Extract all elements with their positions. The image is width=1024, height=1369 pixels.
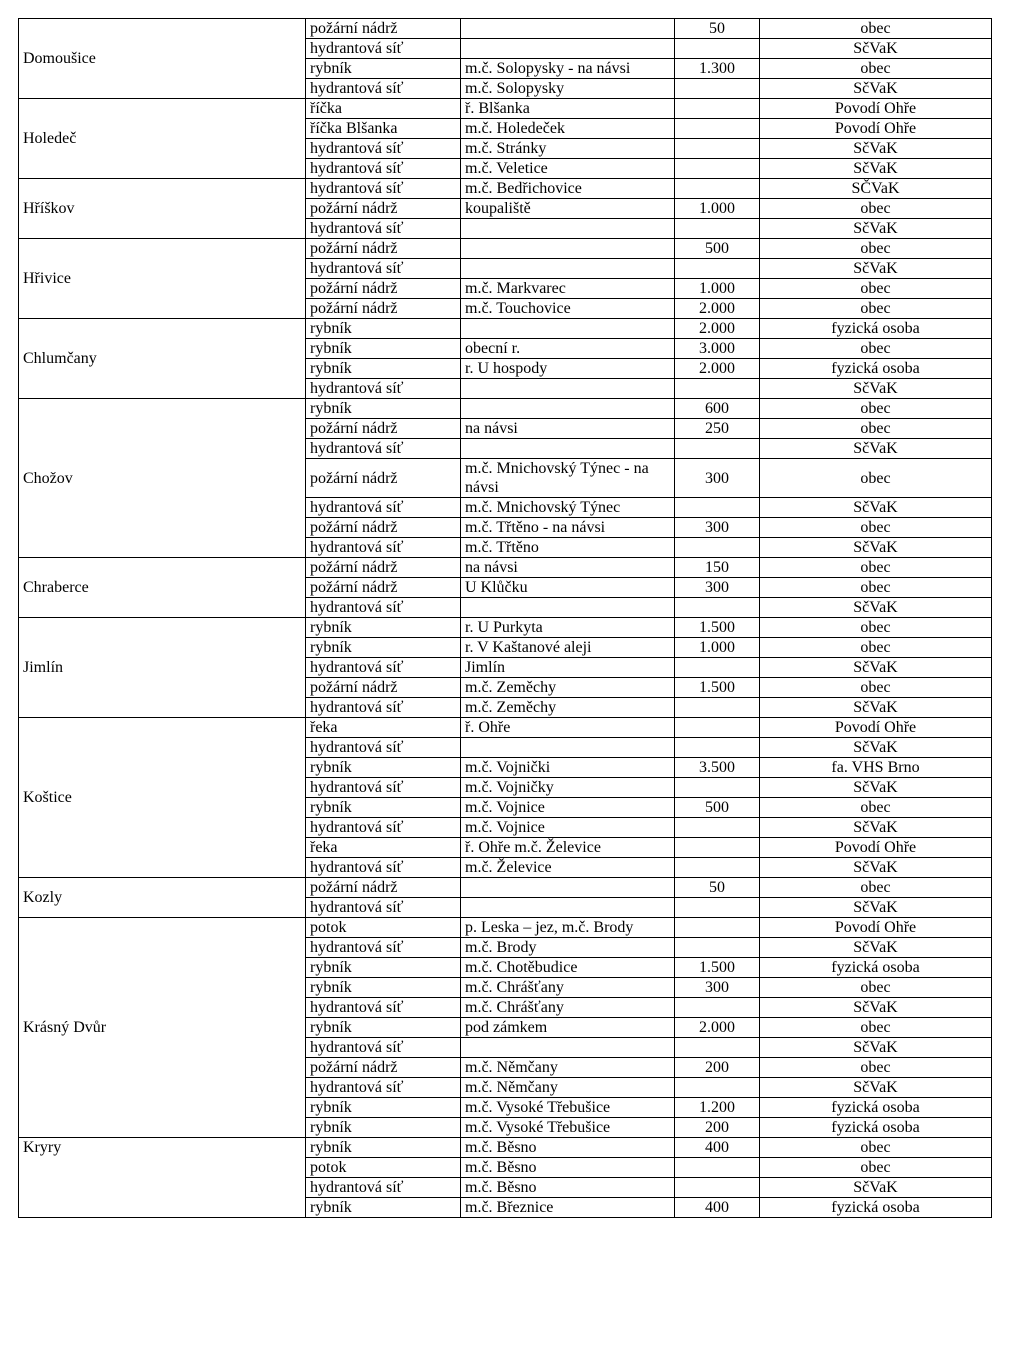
owner-cell: SčVaK bbox=[760, 39, 992, 59]
volume-cell bbox=[675, 778, 760, 798]
table-row bbox=[19, 918, 992, 938]
location-cell bbox=[461, 898, 675, 918]
source-type-cell: požární nádrž bbox=[306, 199, 461, 219]
volume-cell: 300 bbox=[675, 459, 760, 498]
source-type-cell: rybník bbox=[306, 978, 461, 998]
source-type-cell: hydrantová síť bbox=[306, 598, 461, 618]
location-cell: m.č. Brody bbox=[461, 938, 675, 958]
source-type-cell: rybník bbox=[306, 359, 461, 379]
location-cell: m.č. Mnichovský Týnec - na návsi bbox=[461, 459, 675, 498]
location-cell: m.č. Vojnice bbox=[461, 798, 675, 818]
source-type-cell: hydrantová síť bbox=[306, 1038, 461, 1058]
volume-cell: 1.000 bbox=[675, 279, 760, 299]
owner-cell: SčVaK bbox=[760, 219, 992, 239]
source-type-cell: hydrantová síť bbox=[306, 658, 461, 678]
volume-cell bbox=[675, 179, 760, 199]
owner-cell: SčVaK bbox=[760, 379, 992, 399]
owner-cell: obec bbox=[760, 878, 992, 898]
owner-cell: obec bbox=[760, 459, 992, 498]
location-cell: na návsi bbox=[461, 419, 675, 439]
owner-cell: SčVaK bbox=[760, 259, 992, 279]
volume-cell: 1.000 bbox=[675, 199, 760, 219]
volume-cell bbox=[675, 439, 760, 459]
owner-cell: obec bbox=[760, 978, 992, 998]
volume-cell: 3.000 bbox=[675, 339, 760, 359]
table-row bbox=[19, 878, 992, 898]
location-cell: ř. Ohře bbox=[461, 718, 675, 738]
owner-cell: obec bbox=[760, 59, 992, 79]
owner-cell: fyzická osoba bbox=[760, 1098, 992, 1118]
table-body bbox=[19, 19, 992, 1218]
location-cell: p. Leska – jez, m.č. Brody bbox=[461, 918, 675, 938]
source-type-cell: požární nádrž bbox=[306, 578, 461, 598]
location-cell: ř. Ohře m.č. Želevice bbox=[461, 838, 675, 858]
source-type-cell: potok bbox=[306, 1158, 461, 1178]
location-cell: m.č. Solopysky bbox=[461, 79, 675, 99]
volume-cell: 1.500 bbox=[675, 678, 760, 698]
location-cell bbox=[461, 598, 675, 618]
source-type-cell: hydrantová síť bbox=[306, 778, 461, 798]
owner-cell: SčVaK bbox=[760, 598, 992, 618]
volume-cell: 3.500 bbox=[675, 758, 760, 778]
location-cell bbox=[461, 239, 675, 259]
volume-cell bbox=[675, 1178, 760, 1198]
volume-cell bbox=[675, 139, 760, 159]
location-cell: m.č. Bedřichovice bbox=[461, 179, 675, 199]
owner-cell: obec bbox=[760, 279, 992, 299]
source-type-cell: rybník bbox=[306, 1098, 461, 1118]
volume-cell bbox=[675, 79, 760, 99]
source-type-cell: rybník bbox=[306, 339, 461, 359]
location-cell: m.č. Solopysky - na návsi bbox=[461, 59, 675, 79]
volume-cell: 400 bbox=[675, 1198, 760, 1218]
volume-cell: 2.000 bbox=[675, 299, 760, 319]
municipality-cell: Jimlín bbox=[19, 618, 306, 718]
volume-cell bbox=[675, 498, 760, 518]
owner-cell: SčVaK bbox=[760, 938, 992, 958]
location-cell bbox=[461, 878, 675, 898]
source-type-cell: hydrantová síť bbox=[306, 219, 461, 239]
volume-cell bbox=[675, 99, 760, 119]
source-type-cell: požární nádrž bbox=[306, 239, 461, 259]
owner-cell: Povodí Ohře bbox=[760, 99, 992, 119]
source-type-cell: rybník bbox=[306, 1198, 461, 1218]
location-cell: m.č. Němčany bbox=[461, 1058, 675, 1078]
table-row bbox=[19, 718, 992, 738]
volume-cell: 300 bbox=[675, 978, 760, 998]
volume-cell bbox=[675, 898, 760, 918]
owner-cell: obec bbox=[760, 419, 992, 439]
owner-cell: SčVaK bbox=[760, 498, 992, 518]
source-type-cell: požární nádrž bbox=[306, 459, 461, 498]
owner-cell: obec bbox=[760, 19, 992, 39]
volume-cell bbox=[675, 598, 760, 618]
owner-cell: obec bbox=[760, 299, 992, 319]
location-cell: m.č. Běsno bbox=[461, 1178, 675, 1198]
location-cell: m.č. Běsno bbox=[461, 1138, 675, 1158]
owner-cell: Povodí Ohře bbox=[760, 918, 992, 938]
owner-cell: fyzická osoba bbox=[760, 958, 992, 978]
location-cell: r. U hospody bbox=[461, 359, 675, 379]
municipality-cell: Domoušice bbox=[19, 19, 306, 99]
volume-cell: 2.000 bbox=[675, 319, 760, 339]
source-type-cell: hydrantová síť bbox=[306, 159, 461, 179]
source-type-cell: hydrantová síť bbox=[306, 1178, 461, 1198]
source-type-cell: hydrantová síť bbox=[306, 898, 461, 918]
source-type-cell: požární nádrž bbox=[306, 878, 461, 898]
table-row bbox=[19, 239, 992, 259]
volume-cell: 50 bbox=[675, 19, 760, 39]
volume-cell: 150 bbox=[675, 558, 760, 578]
source-type-cell: rybník bbox=[306, 319, 461, 339]
owner-cell: obec bbox=[760, 578, 992, 598]
volume-cell: 1.500 bbox=[675, 958, 760, 978]
municipality-cell: Hřivice bbox=[19, 239, 306, 319]
source-type-cell: hydrantová síť bbox=[306, 39, 461, 59]
location-cell: U Klůčku bbox=[461, 578, 675, 598]
source-type-cell: rybník bbox=[306, 618, 461, 638]
source-type-cell: říčka Blšanka bbox=[306, 119, 461, 139]
source-type-cell: hydrantová síť bbox=[306, 1078, 461, 1098]
owner-cell: SčVaK bbox=[760, 538, 992, 558]
source-type-cell: rybník bbox=[306, 1118, 461, 1138]
volume-cell: 500 bbox=[675, 239, 760, 259]
municipality-cell: Koštice bbox=[19, 718, 306, 878]
source-type-cell: požární nádrž bbox=[306, 299, 461, 319]
source-type-cell: požární nádrž bbox=[306, 19, 461, 39]
location-cell: m.č. Chrášťany bbox=[461, 978, 675, 998]
owner-cell: SčVaK bbox=[760, 858, 992, 878]
location-cell bbox=[461, 219, 675, 239]
location-cell: m.č. Želevice bbox=[461, 858, 675, 878]
source-type-cell: hydrantová síť bbox=[306, 998, 461, 1018]
owner-cell: fyzická osoba bbox=[760, 1198, 992, 1218]
location-cell: obecní r. bbox=[461, 339, 675, 359]
volume-cell bbox=[675, 1038, 760, 1058]
source-type-cell: hydrantová síť bbox=[306, 259, 461, 279]
location-cell: m.č. Březnice bbox=[461, 1198, 675, 1218]
location-cell: m.č. Běsno bbox=[461, 1158, 675, 1178]
table-row bbox=[19, 99, 992, 119]
owner-cell: obec bbox=[760, 518, 992, 538]
source-type-cell: rybník bbox=[306, 59, 461, 79]
table-row bbox=[19, 558, 992, 578]
municipality-cell: Chožov bbox=[19, 399, 306, 558]
location-cell bbox=[461, 19, 675, 39]
source-type-cell: hydrantová síť bbox=[306, 139, 461, 159]
owner-cell: SčVaK bbox=[760, 439, 992, 459]
owner-cell: SčVaK bbox=[760, 1178, 992, 1198]
volume-cell bbox=[675, 159, 760, 179]
location-cell bbox=[461, 39, 675, 59]
volume-cell: 600 bbox=[675, 399, 760, 419]
owner-cell: SčVaK bbox=[760, 1038, 992, 1058]
volume-cell bbox=[675, 119, 760, 139]
volume-cell: 200 bbox=[675, 1058, 760, 1078]
municipality-cell: Krásný Dvůr bbox=[19, 918, 306, 1138]
location-cell: m.č. Zeměchy bbox=[461, 698, 675, 718]
location-cell: m.č. Vojnice bbox=[461, 818, 675, 838]
volume-cell: 1.000 bbox=[675, 638, 760, 658]
water-sources-table bbox=[18, 18, 992, 1218]
source-type-cell: rybník bbox=[306, 1138, 461, 1158]
table-row bbox=[19, 19, 992, 39]
location-cell bbox=[461, 1038, 675, 1058]
volume-cell bbox=[675, 1158, 760, 1178]
volume-cell: 200 bbox=[675, 1118, 760, 1138]
volume-cell bbox=[675, 379, 760, 399]
owner-cell: SčVaK bbox=[760, 139, 992, 159]
location-cell: m.č. Vojničky bbox=[461, 778, 675, 798]
table-row bbox=[19, 1138, 992, 1158]
owner-cell: fyzická osoba bbox=[760, 1118, 992, 1138]
location-cell: m.č. Mnichovský Týnec bbox=[461, 498, 675, 518]
volume-cell: 250 bbox=[675, 419, 760, 439]
volume-cell bbox=[675, 858, 760, 878]
source-type-cell: požární nádrž bbox=[306, 678, 461, 698]
owner-cell: fyzická osoba bbox=[760, 359, 992, 379]
municipality-cell: Chlumčany bbox=[19, 319, 306, 399]
owner-cell: obec bbox=[760, 1158, 992, 1178]
location-cell: pod zámkem bbox=[461, 1018, 675, 1038]
owner-cell: obec bbox=[760, 798, 992, 818]
volume-cell bbox=[675, 39, 760, 59]
owner-cell: SčVaK bbox=[760, 658, 992, 678]
owner-cell: SčVaK bbox=[760, 778, 992, 798]
volume-cell: 300 bbox=[675, 578, 760, 598]
table-row bbox=[19, 179, 992, 199]
source-type-cell: hydrantová síť bbox=[306, 179, 461, 199]
location-cell: m.č. Vysoké Třebušice bbox=[461, 1118, 675, 1138]
location-cell: m.č. Vojnički bbox=[461, 758, 675, 778]
location-cell: m.č. Holedeček bbox=[461, 119, 675, 139]
owner-cell: SČVaK bbox=[760, 179, 992, 199]
source-type-cell: požární nádrž bbox=[306, 558, 461, 578]
volume-cell bbox=[675, 838, 760, 858]
owner-cell: fa. VHS Brno bbox=[760, 758, 992, 778]
table-row bbox=[19, 618, 992, 638]
source-type-cell: řeka bbox=[306, 838, 461, 858]
location-cell: m.č. Němčany bbox=[461, 1078, 675, 1098]
source-type-cell: rybník bbox=[306, 399, 461, 419]
owner-cell: SčVaK bbox=[760, 738, 992, 758]
volume-cell: 2.000 bbox=[675, 1018, 760, 1038]
location-cell: m.č. Veletice bbox=[461, 159, 675, 179]
location-cell: koupaliště bbox=[461, 199, 675, 219]
owner-cell: obec bbox=[760, 678, 992, 698]
location-cell bbox=[461, 319, 675, 339]
owner-cell: obec bbox=[760, 239, 992, 259]
owner-cell: obec bbox=[760, 1058, 992, 1078]
location-cell: Jimlín bbox=[461, 658, 675, 678]
volume-cell bbox=[675, 918, 760, 938]
owner-cell: obec bbox=[760, 399, 992, 419]
location-cell bbox=[461, 379, 675, 399]
volume-cell bbox=[675, 718, 760, 738]
location-cell: ř. Blšanka bbox=[461, 99, 675, 119]
source-type-cell: rybník bbox=[306, 958, 461, 978]
owner-cell: SčVaK bbox=[760, 698, 992, 718]
volume-cell bbox=[675, 818, 760, 838]
location-cell bbox=[461, 259, 675, 279]
location-cell: m.č. Touchovice bbox=[461, 299, 675, 319]
source-type-cell: požární nádrž bbox=[306, 279, 461, 299]
location-cell: r. U Purkyta bbox=[461, 618, 675, 638]
location-cell bbox=[461, 439, 675, 459]
owner-cell: fyzická osoba bbox=[760, 319, 992, 339]
table-row bbox=[19, 319, 992, 339]
volume-cell bbox=[675, 219, 760, 239]
location-cell bbox=[461, 738, 675, 758]
municipality-cell: Hříškov bbox=[19, 179, 306, 239]
source-type-cell: hydrantová síť bbox=[306, 858, 461, 878]
owner-cell: obec bbox=[760, 1018, 992, 1038]
volume-cell bbox=[675, 1078, 760, 1098]
source-type-cell: hydrantová síť bbox=[306, 738, 461, 758]
location-cell: m.č. Zeměchy bbox=[461, 678, 675, 698]
volume-cell: 1.300 bbox=[675, 59, 760, 79]
volume-cell bbox=[675, 938, 760, 958]
source-type-cell: rybník bbox=[306, 638, 461, 658]
owner-cell: Povodí Ohře bbox=[760, 718, 992, 738]
municipality-cell: Chraberce bbox=[19, 558, 306, 618]
source-type-cell: řeka bbox=[306, 718, 461, 738]
owner-cell: obec bbox=[760, 558, 992, 578]
owner-cell: Povodí Ohře bbox=[760, 119, 992, 139]
source-type-cell: hydrantová síť bbox=[306, 938, 461, 958]
owner-cell: SčVaK bbox=[760, 79, 992, 99]
volume-cell bbox=[675, 998, 760, 1018]
volume-cell: 50 bbox=[675, 878, 760, 898]
owner-cell: obec bbox=[760, 339, 992, 359]
location-cell: m.č. Chrášťany bbox=[461, 998, 675, 1018]
source-type-cell: hydrantová síť bbox=[306, 818, 461, 838]
volume-cell: 1.200 bbox=[675, 1098, 760, 1118]
municipality-cell: Kryry bbox=[19, 1138, 306, 1218]
location-cell: m.č. Třtěno bbox=[461, 538, 675, 558]
source-type-cell: hydrantová síť bbox=[306, 498, 461, 518]
location-cell: m.č. Třtěno - na návsi bbox=[461, 518, 675, 538]
owner-cell: obec bbox=[760, 638, 992, 658]
owner-cell: SčVaK bbox=[760, 998, 992, 1018]
municipality-cell: Kozly bbox=[19, 878, 306, 918]
volume-cell: 1.500 bbox=[675, 618, 760, 638]
source-type-cell: požární nádrž bbox=[306, 518, 461, 538]
location-cell bbox=[461, 399, 675, 419]
owner-cell: SčVaK bbox=[760, 159, 992, 179]
source-type-cell: hydrantová síť bbox=[306, 538, 461, 558]
source-type-cell: potok bbox=[306, 918, 461, 938]
volume-cell bbox=[675, 738, 760, 758]
source-type-cell: požární nádrž bbox=[306, 1058, 461, 1078]
volume-cell: 300 bbox=[675, 518, 760, 538]
owner-cell: SčVaK bbox=[760, 1078, 992, 1098]
owner-cell: obec bbox=[760, 618, 992, 638]
source-type-cell: požární nádrž bbox=[306, 419, 461, 439]
source-type-cell: hydrantová síť bbox=[306, 379, 461, 399]
source-type-cell: rybník bbox=[306, 1018, 461, 1038]
table-row bbox=[19, 399, 992, 419]
location-cell: m.č. Chotěbudice bbox=[461, 958, 675, 978]
source-type-cell: hydrantová síť bbox=[306, 439, 461, 459]
volume-cell: 400 bbox=[675, 1138, 760, 1158]
source-type-cell: rybník bbox=[306, 798, 461, 818]
volume-cell: 2.000 bbox=[675, 359, 760, 379]
location-cell: na návsi bbox=[461, 558, 675, 578]
location-cell: m.č. Markvarec bbox=[461, 279, 675, 299]
volume-cell bbox=[675, 658, 760, 678]
source-type-cell: hydrantová síť bbox=[306, 79, 461, 99]
owner-cell: SčVaK bbox=[760, 898, 992, 918]
municipality-cell: Holedeč bbox=[19, 99, 306, 179]
volume-cell: 500 bbox=[675, 798, 760, 818]
volume-cell bbox=[675, 698, 760, 718]
location-cell: r. V Kaštanové aleji bbox=[461, 638, 675, 658]
owner-cell: Povodí Ohře bbox=[760, 838, 992, 858]
owner-cell: obec bbox=[760, 1138, 992, 1158]
source-type-cell: říčka bbox=[306, 99, 461, 119]
location-cell: m.č. Vysoké Třebušice bbox=[461, 1098, 675, 1118]
source-type-cell: rybník bbox=[306, 758, 461, 778]
location-cell: m.č. Stránky bbox=[461, 139, 675, 159]
volume-cell bbox=[675, 538, 760, 558]
owner-cell: obec bbox=[760, 199, 992, 219]
owner-cell: SčVaK bbox=[760, 818, 992, 838]
volume-cell bbox=[675, 259, 760, 279]
source-type-cell: hydrantová síť bbox=[306, 698, 461, 718]
